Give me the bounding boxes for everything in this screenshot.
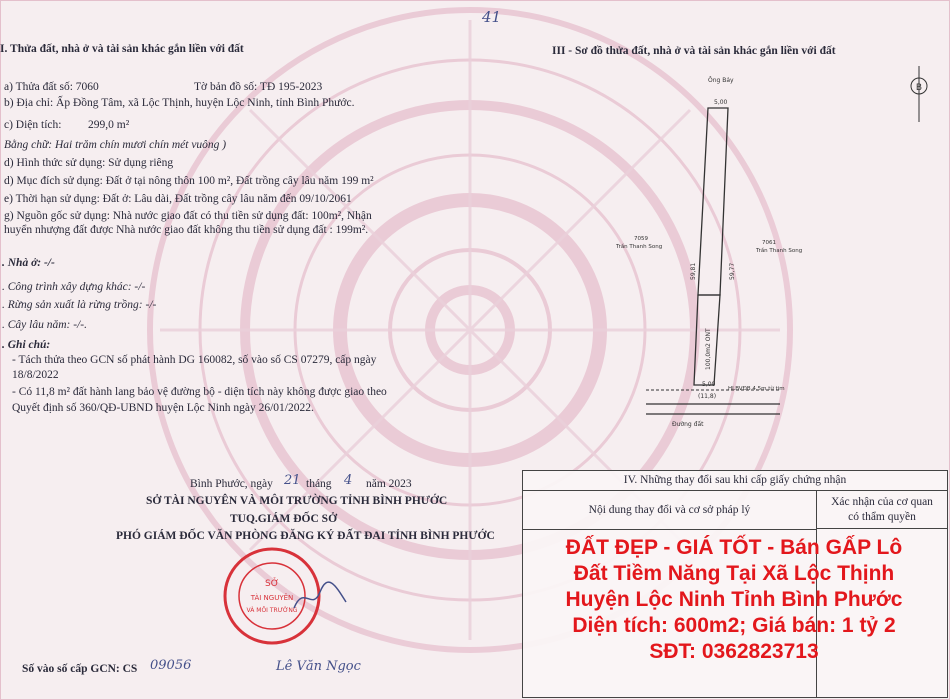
- top-width-label: 5,00: [714, 99, 728, 106]
- section1-title: I. Thửa đất, nhà ở và tài sản khác gắn liền với đất: [0, 43, 244, 55]
- sale-promo: [524, 535, 944, 665]
- notes-title: . Ghi chú:: [2, 339, 51, 351]
- left-owner-num: 7059: [634, 236, 648, 242]
- date-year: năm 2023: [366, 478, 412, 490]
- compass-north-icon: [908, 64, 930, 124]
- usage-purpose: d) Mục đích sử dụng: Đất ở tại nông thôn 100 m², Đất trồng cây lâu năm 199 m²: [4, 175, 374, 187]
- forest-line: . Rừng sản xuất là rừng trồng: -/-: [2, 299, 157, 311]
- area-label: c) Diện tích:: [4, 119, 62, 131]
- note2-line-a: - Có 11,8 m² đất hành lang bảo vệ đường bộ - diện tích này không được giao theo: [12, 386, 387, 398]
- issuing-org: SỞ TÀI NGUYÊN VÀ MÔI TRƯỜNG TỈNH BÌNH PHƯỚC: [146, 495, 448, 507]
- house-line: . Nhà ở: -/-: [2, 257, 55, 269]
- note2-line-b: Quyết định số 360/QĐ-UBND huyện Lộc Ninh ngày 26/01/2022.: [12, 402, 314, 414]
- seal-line-2: TÀI NGUYÊN: [250, 594, 294, 602]
- changes-col-confirm-line1: Xác nhận của cơ quan: [831, 496, 933, 508]
- parcel-number: a) Thửa đất số: 7060: [4, 81, 99, 93]
- page-number: 41: [482, 8, 502, 26]
- date-month: 4: [344, 473, 353, 488]
- usage-form: d) Hình thức sử dụng: Sử dụng riêng: [4, 157, 174, 169]
- bottom-width-label: 5,00: [702, 381, 716, 388]
- address: b) Địa chỉ: Ấp Đồng Tâm, xã Lộc Thịnh, huyện Lộc Ninh, tỉnh Bình Phước.: [4, 97, 355, 109]
- promo-line-3: Huyện Lộc Ninh Tỉnh Bình Phước: [565, 588, 903, 611]
- promo-line-1: ĐẤT ĐẸP - GIÁ TỐT - Bán GẤP Lô: [565, 536, 903, 559]
- date-month-label: tháng: [306, 478, 332, 490]
- usage-origin-2: huyển nhượng đất được Nhà nước giao đất không thu tiền sử dụng đất : 199m².: [4, 224, 369, 236]
- map-number: Tờ bản đồ số: TĐ 195-2023: [194, 81, 323, 93]
- signature-scribble: [290, 578, 350, 618]
- promo-line-2: Đất Tiềm Năng Tại Xã Lộc Thịnh: [573, 562, 895, 585]
- changes-col-content: Nội dung thay đổi và cơ sở pháp lý: [523, 491, 817, 530]
- area-in-words: Bằng chữ: Hai trăm chín mươi chín mét vuông ): [4, 139, 227, 151]
- svg-text:B: B: [915, 83, 923, 93]
- corridor-note: HLBVĐB 4,5m từ tim: [728, 386, 785, 392]
- section3-title: III - Sơ đồ thửa đất, nhà ở và tài sản khác gắn liền với đất: [552, 45, 836, 57]
- parcel-diagram: [610, 70, 830, 440]
- area-value: 299,0 m²: [88, 119, 130, 131]
- corridor-area: (11,8): [698, 393, 717, 400]
- perennial-line: . Cây lâu năm: -/-.: [2, 319, 87, 331]
- seal-line-3: VÀ MÔI TRƯỜNG: [246, 607, 298, 614]
- signer-name: Lê Văn Ngọc: [276, 659, 361, 674]
- cert-register-number: 09056: [150, 658, 192, 673]
- note1-line-a: - Tách thửa theo GCN số phát hành DG 160082, số vào số CS 07279, cấp ngày: [12, 354, 377, 366]
- date-place: Bình Phước, ngày: [190, 478, 273, 490]
- promo-line-4: Diện tích: 600m2; Giá bán: 1 tỷ 2: [572, 614, 896, 637]
- road-label: Đường đất: [672, 421, 704, 428]
- left-length-label: 59,81: [690, 262, 697, 280]
- parcel-upper: [698, 108, 728, 295]
- cert-register-label: Số vào số cấp GCN: CS: [22, 663, 138, 675]
- north-owner-label: Ông Bảy: [708, 77, 734, 84]
- changes-table-title: IV. Những thay đổi sau khi cấp giấy chứng nhận: [523, 471, 947, 491]
- changes-col-confirm-line2: có thẩm quyền: [848, 511, 916, 523]
- right-owner-name: Trần Thanh Song: [756, 248, 803, 254]
- promo-phone: SĐT: 0362823713: [649, 640, 819, 663]
- authorization: TUQ.GIÁM ĐỐC SỞ: [230, 513, 338, 525]
- right-length-label: 59,77: [729, 262, 736, 280]
- deputy-director: PHÓ GIÁM ĐỐC VĂN PHÒNG ĐĂNG KÝ ĐẤT ĐAI TỈNH BÌNH PHƯỚC: [116, 530, 495, 542]
- lot-label: 100,0m2 ONT: [705, 328, 712, 370]
- usage-origin-1: g) Nguồn gốc sử dụng: Nhà nước giao đất có thu tiền sử dụng đất: 100m², Nhận: [4, 210, 372, 222]
- right-owner-num: 7061: [762, 240, 776, 246]
- note1-line-b: 18/8/2022: [12, 369, 59, 381]
- usage-term: e) Thời hạn sử dụng: Đất ở: Lâu dài, Đất trồng cây lâu năm đến 09/10/2061: [4, 193, 352, 205]
- date-day: 21: [284, 473, 301, 488]
- changes-col-confirm: [817, 491, 947, 529]
- construction-line: . Công trình xây dựng khác: -/-: [2, 281, 146, 293]
- seal-line-1: SỞ: [265, 579, 279, 589]
- left-owner-name: Trần Thanh Song: [616, 244, 663, 250]
